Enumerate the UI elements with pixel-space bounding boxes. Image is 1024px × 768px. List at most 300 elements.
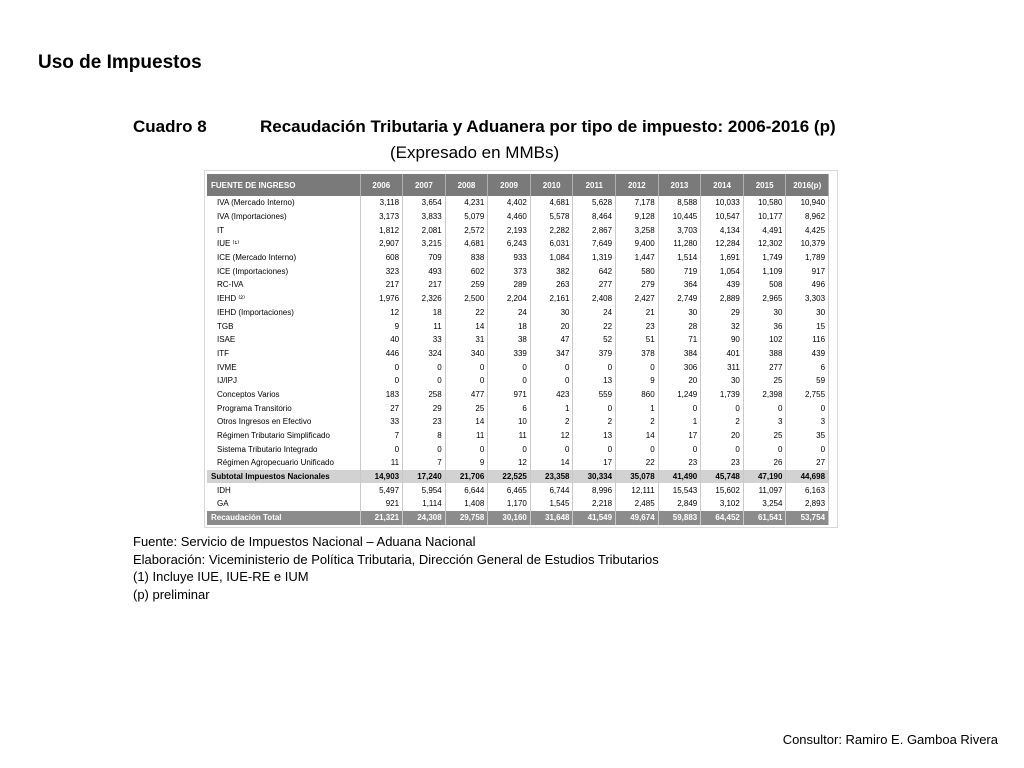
table-cell: 3,173	[360, 210, 403, 224]
table-cell: 22	[445, 306, 488, 320]
table-cell: 0	[616, 360, 659, 374]
table-cell: 45,748	[701, 470, 744, 484]
table-cell: 3,118	[360, 196, 403, 210]
cuadro-subtitle: (Expresado en MMBs)	[390, 143, 560, 162]
table-cell: 2,398	[743, 388, 786, 402]
row-label: ICE (Importaciones)	[207, 264, 360, 278]
table-cell: 0	[488, 360, 531, 374]
table-cell: 1	[530, 401, 573, 415]
table-cell: 59,883	[658, 511, 701, 525]
table-cell: 12,111	[616, 483, 659, 497]
table-row	[207, 347, 829, 361]
table-cell: 2,867	[573, 223, 616, 237]
table-cell: 2,889	[701, 292, 744, 306]
table-cell: 25	[743, 429, 786, 443]
table-cell: 1,812	[360, 223, 403, 237]
table-cell: 388	[743, 347, 786, 361]
table-cell: 0	[701, 401, 744, 415]
table-cell: 971	[488, 388, 531, 402]
table-cell: 0	[530, 374, 573, 388]
table-cell: 20	[701, 429, 744, 443]
table-cell: 30	[701, 374, 744, 388]
subtotal-row	[207, 470, 829, 484]
row-label: Régimen Agropecuario Unificado	[207, 456, 360, 470]
table-cell: 8,464	[573, 210, 616, 224]
table-cell: 2	[573, 415, 616, 429]
table-header-row	[207, 174, 829, 196]
table-cell: 0	[403, 442, 446, 456]
row-label: Régimen Tributario Simplificado	[207, 429, 360, 443]
table-cell: 90	[701, 333, 744, 347]
row-label: IDH	[207, 483, 360, 497]
table-cell: 30	[658, 306, 701, 320]
table-cell: 8,996	[573, 483, 616, 497]
table-cell: 31,648	[530, 511, 573, 525]
table-cell: 602	[445, 264, 488, 278]
table-cell: 339	[488, 347, 531, 361]
table-cell: 1,170	[488, 497, 531, 511]
table-cell: 559	[573, 388, 616, 402]
table-cell: 2,755	[786, 388, 829, 402]
table-cell: 0	[445, 374, 488, 388]
table-cell: 32	[701, 319, 744, 333]
table-cell: 31	[445, 333, 488, 347]
table-cell: 364	[658, 278, 701, 292]
table-cell: 6,243	[488, 237, 531, 251]
table-cell: 1,749	[743, 251, 786, 265]
table-cell: 2,485	[616, 497, 659, 511]
table-cell: 3	[743, 415, 786, 429]
table-cell: 2,572	[445, 223, 488, 237]
table-cell: 259	[445, 278, 488, 292]
table-cell: 40	[360, 333, 403, 347]
table-cell: 5,497	[360, 483, 403, 497]
table-cell: 263	[530, 278, 573, 292]
table-cell: 52	[573, 333, 616, 347]
table-cell: 3,833	[403, 210, 446, 224]
row-label: TGB	[207, 319, 360, 333]
table-cell: 2,749	[658, 292, 701, 306]
table-row	[207, 401, 829, 415]
table-row	[207, 497, 829, 511]
note-footnote-1: (1) Incluye IUE, IUE-RE e IUM	[133, 569, 309, 584]
tax-revenue-table	[207, 174, 829, 525]
table-cell: 1,408	[445, 497, 488, 511]
table-cell: 0	[786, 442, 829, 456]
table-cell: 4,231	[445, 196, 488, 210]
table-cell: 0	[530, 442, 573, 456]
table-row	[207, 306, 829, 320]
table-cell: 9,400	[616, 237, 659, 251]
row-label: IEHD (Importaciones)	[207, 306, 360, 320]
table-cell: 4,460	[488, 210, 531, 224]
table-cell: 0	[403, 374, 446, 388]
table-cell: 11,280	[658, 237, 701, 251]
row-label: Sistema Tributario Integrado	[207, 442, 360, 456]
table-cell: 47	[530, 333, 573, 347]
table-cell: 0	[445, 442, 488, 456]
table-cell: 608	[360, 251, 403, 265]
note-preliminary: (p) preliminar	[133, 586, 210, 602]
table-cell: 30	[786, 306, 829, 320]
table-cell: 3,215	[403, 237, 446, 251]
table-cell: 41,490	[658, 470, 701, 484]
table-cell: 20	[530, 319, 573, 333]
table-cell: 340	[445, 347, 488, 361]
table-cell: 183	[360, 388, 403, 402]
table-cell: 22	[616, 456, 659, 470]
table-cell: 2,427	[616, 292, 659, 306]
table-cell: 25	[445, 401, 488, 415]
table-cell: 41,549	[573, 511, 616, 525]
table-cell: 7	[403, 456, 446, 470]
table-cell: 44,698	[786, 470, 829, 484]
table-cell: 1,545	[530, 497, 573, 511]
table-cell: 11	[488, 429, 531, 443]
table-cell: 23	[658, 456, 701, 470]
table-cell: 580	[616, 264, 659, 278]
table-cell: 2,218	[573, 497, 616, 511]
row-label: Otros Ingresos en Efectivo	[207, 415, 360, 429]
row-label: IEHD ⁽²⁾	[207, 292, 360, 306]
table-cell: 10,033	[701, 196, 744, 210]
header-year: 2015	[743, 174, 786, 196]
table-cell: 14	[530, 456, 573, 470]
table-cell: 6,163	[786, 483, 829, 497]
table-cell: 423	[530, 388, 573, 402]
table-cell: 4,681	[530, 196, 573, 210]
row-label: ITF	[207, 347, 360, 361]
header-year: 2016(p)	[786, 174, 829, 196]
table-cell: 33	[403, 333, 446, 347]
table-cell: 30,160	[488, 511, 531, 525]
table-cell: 379	[573, 347, 616, 361]
row-label: Subtotal Impuestos Nacionales	[207, 470, 360, 484]
table-cell: 12	[488, 456, 531, 470]
table-cell: 6	[488, 401, 531, 415]
table-cell: 23,358	[530, 470, 573, 484]
table-cell: 2,161	[530, 292, 573, 306]
note-source: Fuente: Servicio de Impuestos Nacional – Aduana Nacional	[133, 534, 476, 549]
table-row	[207, 223, 829, 237]
table-row	[207, 196, 829, 210]
table-cell: 8,962	[786, 210, 829, 224]
table-row	[207, 483, 829, 497]
table-cell: 10,547	[701, 210, 744, 224]
table-cell: 0	[403, 360, 446, 374]
table-cell: 29,758	[445, 511, 488, 525]
table-cell: 0	[573, 401, 616, 415]
table-cell: 6,465	[488, 483, 531, 497]
table-row	[207, 278, 829, 292]
header-year: 2013	[658, 174, 701, 196]
table-cell: 6,031	[530, 237, 573, 251]
note-elaboration: Elaboración: Viceministerio de Política Tributaria, Dirección General de Estudios Tributarios	[133, 551, 659, 567]
table-row	[207, 429, 829, 443]
row-label: IUE ⁽¹⁾	[207, 237, 360, 251]
table-cell: 2,081	[403, 223, 446, 237]
table-cell: 0	[658, 401, 701, 415]
table-cell: 8	[403, 429, 446, 443]
table-cell: 4,681	[445, 237, 488, 251]
table-cell: 64,452	[701, 511, 744, 525]
table-cell: 378	[616, 347, 659, 361]
table-cell: 382	[530, 264, 573, 278]
table-cell: 1,691	[701, 251, 744, 265]
table-cell: 8,588	[658, 196, 701, 210]
table-cell: 439	[701, 278, 744, 292]
table-cell: 14	[445, 415, 488, 429]
table-cell: 2,282	[530, 223, 573, 237]
header-year: 2010	[530, 174, 573, 196]
table-cell: 2	[701, 415, 744, 429]
table-cell: 508	[743, 278, 786, 292]
table-cell: 24,308	[403, 511, 446, 525]
table-row	[207, 292, 829, 306]
table-cell: 709	[403, 251, 446, 265]
table-cell: 10,580	[743, 196, 786, 210]
table-cell: 14,903	[360, 470, 403, 484]
table-cell: 0	[530, 360, 573, 374]
table-cell: 7	[360, 429, 403, 443]
header-year: 2007	[403, 174, 446, 196]
table-cell: 2,193	[488, 223, 531, 237]
table-cell: 17	[658, 429, 701, 443]
table-cell: 6,644	[445, 483, 488, 497]
table-cell: 258	[403, 388, 446, 402]
table-cell: 933	[488, 251, 531, 265]
table-cell: 217	[403, 278, 446, 292]
table-cell: 30	[743, 306, 786, 320]
table-cell: 28	[658, 319, 701, 333]
table-cell: 860	[616, 388, 659, 402]
table-cell: 9,128	[616, 210, 659, 224]
table-cell: 439	[786, 347, 829, 361]
row-label: ISAE	[207, 333, 360, 347]
table-cell: 1	[616, 401, 659, 415]
table-cell: 29	[701, 306, 744, 320]
table-cell: 49,674	[616, 511, 659, 525]
table-cell: 446	[360, 347, 403, 361]
row-label: RC-IVA	[207, 278, 360, 292]
row-label: Conceptos Varios	[207, 388, 360, 402]
table-cell: 3,254	[743, 497, 786, 511]
table-cell: 35,078	[616, 470, 659, 484]
table-cell: 2	[530, 415, 573, 429]
table-cell: 24	[488, 306, 531, 320]
row-label: Programa Transitorio	[207, 401, 360, 415]
table-cell: 0	[743, 442, 786, 456]
table-cell: 3,654	[403, 196, 446, 210]
cuadro-label: Cuadro 8	[133, 117, 207, 136]
table-cell: 401	[701, 347, 744, 361]
table-cell: 0	[488, 374, 531, 388]
table-cell: 2,204	[488, 292, 531, 306]
table-cell: 2,500	[445, 292, 488, 306]
table-cell: 11	[403, 319, 446, 333]
header-year: 2011	[573, 174, 616, 196]
table-cell: 0	[488, 442, 531, 456]
header-year: 2008	[445, 174, 488, 196]
table-cell: 2,408	[573, 292, 616, 306]
tax-table-image	[204, 170, 838, 528]
table-cell: 0	[445, 360, 488, 374]
table-cell: 47,190	[743, 470, 786, 484]
table-cell: 0	[360, 374, 403, 388]
table-cell: 0	[573, 360, 616, 374]
table-cell: 0	[743, 401, 786, 415]
row-label: IJ/IPJ	[207, 374, 360, 388]
table-cell: 17	[573, 456, 616, 470]
table-cell: 5,954	[403, 483, 446, 497]
table-body	[207, 196, 829, 525]
table-cell: 22	[573, 319, 616, 333]
table-row	[207, 333, 829, 347]
table-cell: 23	[701, 456, 744, 470]
header-year: 2012	[616, 174, 659, 196]
table-cell: 1,447	[616, 251, 659, 265]
table-cell: 51	[616, 333, 659, 347]
table-cell: 3,102	[701, 497, 744, 511]
table-cell: 496	[786, 278, 829, 292]
table-cell: 7,178	[616, 196, 659, 210]
table-cell: 71	[658, 333, 701, 347]
table-row	[207, 251, 829, 265]
table-cell: 12	[530, 429, 573, 443]
table-cell: 323	[360, 264, 403, 278]
table-cell: 1,319	[573, 251, 616, 265]
row-label: IT	[207, 223, 360, 237]
table-cell: 838	[445, 251, 488, 265]
table-cell: 9	[360, 319, 403, 333]
table-cell: 4,134	[701, 223, 744, 237]
notes	[133, 533, 659, 603]
table-cell: 2,965	[743, 292, 786, 306]
table-cell: 4,402	[488, 196, 531, 210]
table-cell: 25	[743, 374, 786, 388]
table-cell: 35	[786, 429, 829, 443]
table-cell: 4,491	[743, 223, 786, 237]
table-cell: 30	[530, 306, 573, 320]
table-cell: 3,258	[616, 223, 659, 237]
table-cell: 27	[360, 401, 403, 415]
table-cell: 277	[743, 360, 786, 374]
table-cell: 6	[786, 360, 829, 374]
table-cell: 102	[743, 333, 786, 347]
table-cell: 21,321	[360, 511, 403, 525]
table-cell: 15,602	[701, 483, 744, 497]
table-cell: 1,109	[743, 264, 786, 278]
table-cell: 306	[658, 360, 701, 374]
table-cell: 1,084	[530, 251, 573, 265]
table-cell: 917	[786, 264, 829, 278]
table-row	[207, 319, 829, 333]
table-cell: 6,744	[530, 483, 573, 497]
table-cell: 33	[360, 415, 403, 429]
table-row	[207, 210, 829, 224]
table-cell: 10,177	[743, 210, 786, 224]
table-cell: 116	[786, 333, 829, 347]
table-cell: 29	[403, 401, 446, 415]
table-cell: 2,326	[403, 292, 446, 306]
table-cell: 1,114	[403, 497, 446, 511]
cuadro-title: Recaudación Tributaria y Aduanera por tipo de impuesto: 2006-2016 (p)	[260, 117, 836, 136]
table-cell: 347	[530, 347, 573, 361]
row-label: GA	[207, 497, 360, 511]
table-row	[207, 264, 829, 278]
table-row	[207, 388, 829, 402]
table-row	[207, 415, 829, 429]
table-cell: 30,334	[573, 470, 616, 484]
header-fuente-de-ingreso: FUENTE DE INGRESO	[207, 174, 360, 196]
table-cell: 642	[573, 264, 616, 278]
table-cell: 5,079	[445, 210, 488, 224]
table-cell: 1,054	[701, 264, 744, 278]
table-cell: 1	[658, 415, 701, 429]
table-cell: 921	[360, 497, 403, 511]
table-cell: 493	[403, 264, 446, 278]
table-cell: 0	[573, 442, 616, 456]
table-cell: 14	[616, 429, 659, 443]
table-row	[207, 374, 829, 388]
table-cell: 53,754	[786, 511, 829, 525]
table-cell: 2,849	[658, 497, 701, 511]
table-cell: 13	[573, 374, 616, 388]
table-cell: 23	[403, 415, 446, 429]
table-cell: 20	[658, 374, 701, 388]
header-year: 2006	[360, 174, 403, 196]
table-cell: 279	[616, 278, 659, 292]
table-cell: 1,789	[786, 251, 829, 265]
table-cell: 1,976	[360, 292, 403, 306]
table-cell: 10,445	[658, 210, 701, 224]
header-year: 2009	[488, 174, 531, 196]
table-cell: 15	[786, 319, 829, 333]
table-cell: 3	[786, 415, 829, 429]
table-cell: 26	[743, 456, 786, 470]
table-cell: 9	[445, 456, 488, 470]
table-cell: 12	[360, 306, 403, 320]
table-cell: 2	[616, 415, 659, 429]
table-cell: 0	[616, 442, 659, 456]
table-cell: 311	[701, 360, 744, 374]
table-cell: 24	[573, 306, 616, 320]
table-cell: 2,907	[360, 237, 403, 251]
header-year: 2014	[701, 174, 744, 196]
table-cell: 10,940	[786, 196, 829, 210]
table-cell: 1,514	[658, 251, 701, 265]
table-cell: 0	[360, 442, 403, 456]
table-cell: 14	[445, 319, 488, 333]
consultor-credit: Consultor: Ramiro E. Gamboa Rivera	[782, 732, 998, 747]
table-cell: 3,303	[786, 292, 829, 306]
table-cell: 0	[658, 442, 701, 456]
row-label: Recaudación Total	[207, 511, 360, 525]
table-cell: 15,543	[658, 483, 701, 497]
table-cell: 21	[616, 306, 659, 320]
table-cell: 4,425	[786, 223, 829, 237]
table-cell: 5,578	[530, 210, 573, 224]
table-cell: 1,739	[701, 388, 744, 402]
table-cell: 13	[573, 429, 616, 443]
table-cell: 277	[573, 278, 616, 292]
table-cell: 27	[786, 456, 829, 470]
table-cell: 22,525	[488, 470, 531, 484]
table-row	[207, 456, 829, 470]
row-label: IVA (Mercado Interno)	[207, 196, 360, 210]
table-cell: 0	[701, 442, 744, 456]
table-cell: 324	[403, 347, 446, 361]
